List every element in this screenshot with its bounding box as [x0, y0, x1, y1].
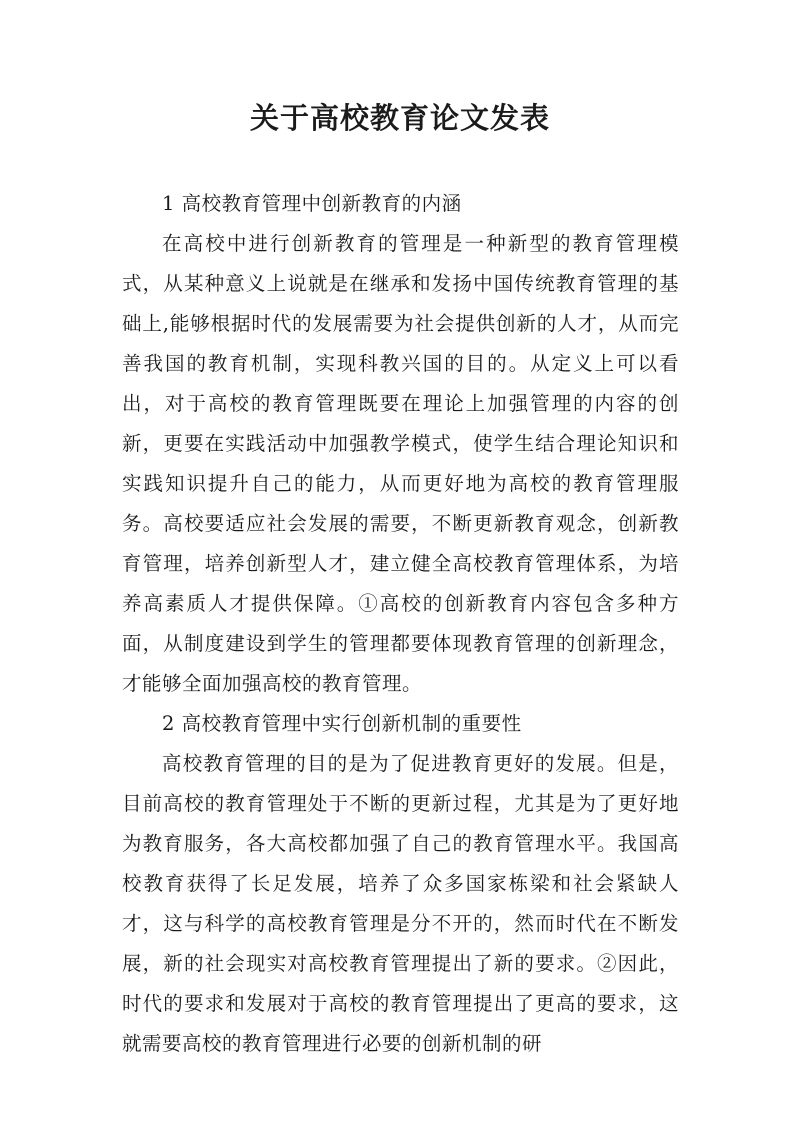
document-body [122, 184, 679, 1064]
section-heading-1: 1 高校教育管理中创新教育的内涵 [162, 192, 462, 215]
section-paragraph-1: 在高校中进行创新教育的管理是一种新型的教育管理模式，从某种意义上说就是在继承和发扬中国传统教育管理的基础上,能够根据时代的发展需要为社会提供创新的人才，从而完善我国的教育机制，实现科教兴国的目的。从定义上可以看出，对于高校的教育管理既要在理论上加强管理的内容的创新，更要在实践活动中加强教学模式，使学生结合理论知识和实践知识提升自己的能力，从而更好地为高校的教育管理服务。高校要适应社会发展的需要，不断更新教育观念，创新教育管理，培养创新型人才，建立健全高校教育管理体系，为培养高素质人才提供保障。①高校的创新教育内容包含多种方面，从制度建设到学生的管理都要体现教育管理的创新理念，才能够全面加强高校的教育管理。 [122, 232, 679, 695]
section-paragraph-2: 高校教育管理的目的是为了促进教育更好的发展。但是，目前高校的教育管理处于不断的更新过程，尤其是为了更好地为教育服务，各大高校都加强了自己的教育管理水平。我国高校教育获得了长足发展，培养了众多国家栋梁和社会紧缺人才，这与科学的高校教育管理是分不开的，然而时代在不断发展，新的社会现实对高校教育管理提出了新的要求。②因此，时代的要求和发展对于高校的教育管理提出了更高的要求，这就需要高校的教育管理进行必要的创新机制的研 [122, 752, 679, 1055]
section-heading-2: 2 高校教育管理中实行创新机制的重要性 [162, 712, 522, 735]
page-title: 关于高校教育论文发表 [249, 101, 550, 135]
